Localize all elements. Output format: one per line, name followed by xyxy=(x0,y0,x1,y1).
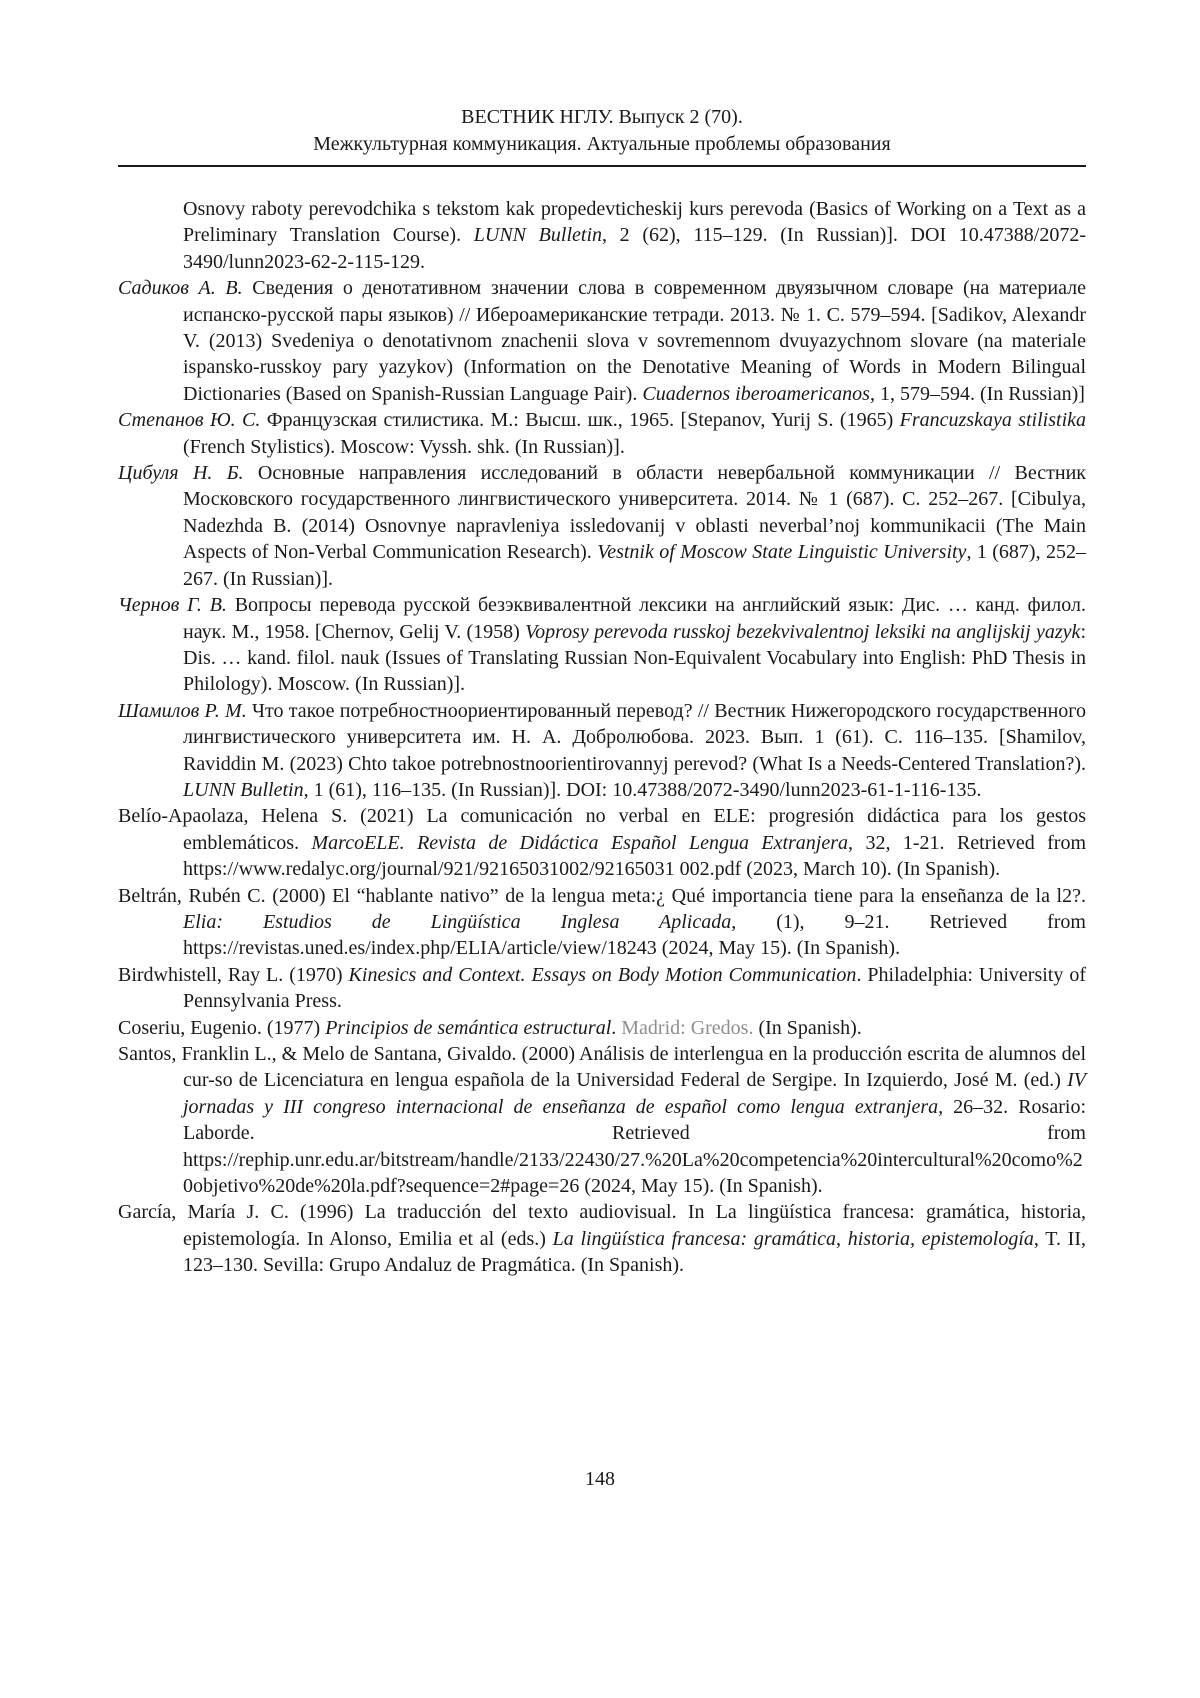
reference-text-run: Что такое потребностноориентированный перевод? // Вестник Нижегородского государственного лингвистического университета им. Н. А. Добролюбова. 2023. Вып. 1 (61). С. 116–135. [Shamilov, Raviddin M. (2023) Chto takoe potrebnostnoorientirovannyj perevod? (What Is a Needs-Centered Translation?). xyxy=(183,699,1086,775)
journal-header-line-2: Межкультурная коммуникация. Актуальные проблемы образования xyxy=(313,133,891,155)
reference-entry xyxy=(118,962,1086,1015)
reference-text-run: Степанов Ю. С. xyxy=(118,409,261,432)
reference-text-run: Coseriu, Eugenio. (1977) xyxy=(118,1016,326,1039)
reference-text-run: , 26–32. Rosario: Laborde. Retrieved from https://rephip.unr.edu.ar/bitstream/handle/2133/22430/27.%20La%20competencia%20intercultural%20como%20objetivo%20de%20la.pdf?sequence=2#page=26 (2024, May 15). (In Spanish). xyxy=(183,1095,1086,1198)
reference-text-run: Cuadernos iberoamericanos xyxy=(642,382,870,405)
reference-text-run: Voprosy perevoda russkoj bezekvivalentnoj leksiki na anglijskij yazyk xyxy=(525,620,1081,643)
reference-text-run: MarcoELE. Revista de Didáctica Español Lengua Extranjera xyxy=(311,831,849,854)
reference-text-run: Principios de semántica estructural xyxy=(325,1016,612,1039)
references-list xyxy=(118,196,1086,1279)
reference-text-run: La lingüística francesa: gramática, historia, epistemología xyxy=(552,1227,1034,1250)
reference-entry xyxy=(118,196,1086,275)
reference-text-run: . Philadelphia: University of Pennsylvania Press. xyxy=(183,963,1086,1013)
journal-header-line-1: ВЕСТНИК НГЛУ. Выпуск 2 (70). xyxy=(461,106,743,128)
reference-text-run: Beltrán, Rubén C. (2000) El “hablante nativo” de la lengua meta:¿ Qué importancia tiene para la enseñanza de la l2?. xyxy=(118,884,1086,907)
reference-text-run: . xyxy=(611,1016,622,1039)
page-number: 148 xyxy=(585,1468,615,1490)
reference-text-run: Сведения о денотативном значении слова в современном двуязычном словаре (на материале испанско-русской пары языков) // Ибероамериканские тетради. 2013. № 1. С. 579–594. [Sadikov, Alexandr V. (2013) Svedeniya o denotativnom znachenii slova v sovremennom dvuyazychnom slovare (na materiale ispansko-russkoy pary yazykov) (Information on the Denotative Meaning of Words in Modern Bilingual Dictionaries (Based on Spanish-Russian Language Pair). xyxy=(183,277,1086,405)
reference-entry xyxy=(118,1015,1086,1041)
reference-entry xyxy=(118,275,1086,407)
reference-text-run: LUNN Bulletin xyxy=(183,778,304,801)
reference-text-run: , T. II, 123–130. Sevilla: Grupo Andaluz de Pragmática. (In Spanish). xyxy=(183,1227,1086,1277)
reference-text-run: LUNN Bulletin xyxy=(473,224,602,247)
header-rule xyxy=(118,165,1086,167)
reference-text-run: Elia: Estudios de Lingüística Inglesa Aplicada xyxy=(183,910,732,933)
page-header xyxy=(118,104,1086,158)
reference-text-run: Шамилов Р. М. xyxy=(118,699,247,722)
reference-text-run: IV jornadas y III congreso internacional de enseñanza de español como lengua extranjera xyxy=(183,1069,1086,1118)
reference-entry xyxy=(118,592,1086,698)
reference-text-run: : Dis. … kand. filol. nauk (Issues of Translating Russian Non-Equivalent Vocabulary into English: PhD Thesis in Philology). Moscow. (In Russian)]. xyxy=(183,620,1086,696)
reference-text-run: Чернов Г. В. xyxy=(118,594,227,617)
reference-entry xyxy=(118,1041,1086,1199)
reference-text-run: Madrid: Gredos. xyxy=(621,1016,754,1039)
reference-text-run: Садиков А. В. xyxy=(118,277,243,300)
reference-text-run: Kinesics and Context. Essays on Body Motion Communication xyxy=(348,963,857,986)
reference-text-run: (In Spanish). xyxy=(753,1016,862,1039)
reference-entry xyxy=(118,1199,1086,1278)
reference-text-run: , 1 (687), 252–267. (In Russian)]. xyxy=(183,541,1086,590)
reference-text-run: Французская стилистика. М.: Высш. шк., 1965. [Stepanov, Yurij S. (1965) xyxy=(260,409,900,432)
reference-entry xyxy=(118,803,1086,882)
reference-text-run: (French Stylistics). Moscow: Vyssh. shk. (In Russian)]. xyxy=(183,435,625,458)
reference-entry xyxy=(118,407,1086,460)
reference-text-run: , 32, 1-21. Retrieved from https://www.redalyc.org/journal/921/92165031002/92165031 002.pdf (2023, March 10). (In Spanish). xyxy=(183,831,1087,881)
reference-entry xyxy=(118,460,1086,592)
reference-text-run: , 1, 579–594. (In Russian)] xyxy=(869,382,1085,405)
reference-text-run: Birdwhistell, Ray L. (1970) xyxy=(118,963,349,986)
reference-text-run: Francuzskaya stilistika xyxy=(899,409,1086,432)
reference-text-run: , 2 (62), 115–129. (In Russian)]. DOI 10.47388/2072-3490/lunn2023-62-2-115-129. xyxy=(183,224,1086,273)
reference-text-run: Цибуля Н. Б. xyxy=(118,462,244,485)
reference-text-run: , 1 (61), 116–135. (In Russian)]. DOI: 10.47388/2072-3490/lunn2023-61-1-116-135. xyxy=(303,778,982,801)
reference-text-run: Santos, Franklin L., & Melo de Santana, Givaldo. (2000) Análisis de interlengua en la producción escrita de alumnos del cur-so de Licenciatura en lengua española de la Universidad Federal de Sergipe. In Izquierdo, José M. (ed.) xyxy=(118,1043,1086,1092)
reference-text-run: Vestnik of Moscow State Linguistic University xyxy=(597,541,967,564)
reference-entry xyxy=(118,698,1086,804)
reference-text-run: Belío-Apaolaza, Helena S. (2021) La comunicación no verbal en ELE: progresión didáctica para los gestos emblemáticos. xyxy=(118,805,1086,854)
reference-text-run: García, María J. C. (1996) La traducción del texto audiovisual. In La lingüística francesa: gramática, historia, epistemología. In Alonso, Emilia et al (eds.) xyxy=(118,1201,1086,1250)
reference-text-run: , (1), 9–21. Retrieved from https://revistas.uned.es/index.php/ELIA/article/view/18243 (2024, May 15). (In Spanish). xyxy=(183,910,1086,960)
reference-entry xyxy=(118,883,1086,962)
reference-text-run: Вопросы перевода русской безэквивалентной лексики на английский язык: Дис. … канд. филол. наук. М., 1958. [Chernov, Gelij V. (1958) xyxy=(183,594,1086,643)
reference-text-run: Основные направления исследований в области невербальной коммуникации // Вестник Московского государственного лингвистического университета. 2014. № 1 (687). С. 252–267. [Cibulya, Nadezhda B. (2014) Osnovnye napravleniya issledovanij v oblasti neverbal’noj kommunikacii (The Main Aspects of Non-Verbal Communication Research). xyxy=(183,462,1086,564)
reference-text-run: Osnovy raboty perevodchika s tekstom kak propedevticheskij kurs perevoda (Basics of Working on a Text as a Preliminary Translation Course). xyxy=(183,198,1086,247)
